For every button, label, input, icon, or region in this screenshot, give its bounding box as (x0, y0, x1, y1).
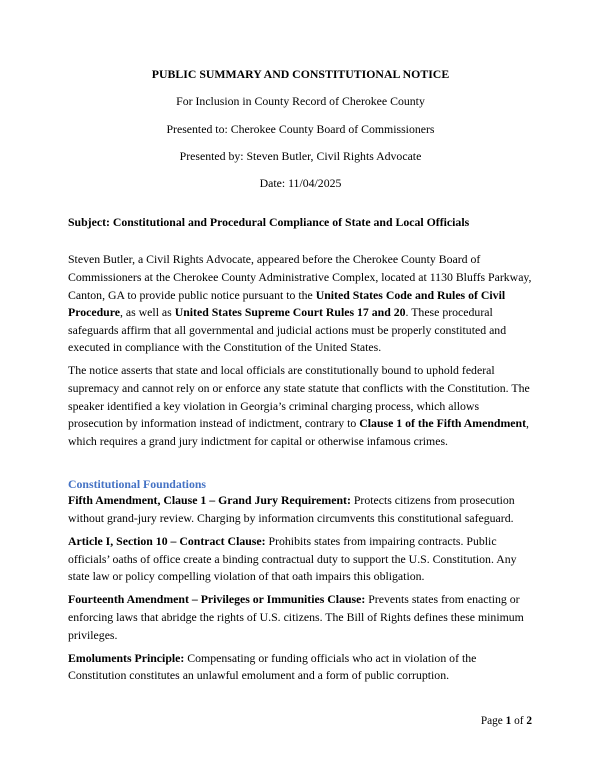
foundation-label: Fifth Amendment, Clause 1 – Grand Jury Requirement: (68, 493, 351, 508)
meta-line-presented-by: Presented by: Steven Butler, Civil Rights Advocate (179, 148, 422, 163)
notice-paragraph (68, 362, 533, 450)
intro-run-5: . These procedural safeguards affirm that all governmental and judicial actions must be properly constituted and executed in compliance with the Constitution of the United States. (68, 305, 507, 355)
intro-run-3: , as well as (119, 305, 175, 320)
foundation-paragraph-fifth-amendment (68, 492, 533, 527)
intro-run-4-bold: United States Supreme Court Rules 17 and 20 (174, 305, 406, 320)
notice-run-3: , which requires a grand jury indictment for capital or otherwise infamous crimes. (68, 416, 529, 448)
foundation-paragraph-privileges-immunities (68, 591, 533, 644)
intro-run-1: Steven Butler, a Civil Rights Advocate, appeared before the Cherokee County Board of Commissioners at the Cherokee County Administrative Complex, located at 1130 Bluffs Parkway, Canton, GA to provide public notice pursuant to the (68, 252, 532, 302)
page-number-footer (481, 714, 532, 728)
foundation-paragraph-emoluments (68, 650, 533, 685)
foundation-paragraph-contract-clause (68, 533, 533, 586)
meta-line-date: Date: 11/04/2025 (259, 176, 342, 191)
foundation-label: Fourteenth Amendment – Privileges or Immunities Clause: (68, 592, 366, 607)
footer-page-label: Page (480, 715, 506, 727)
notice-run-1: The notice asserts that state and local officials are constitutionally bound to uphold federal supremacy and cannot rely on or enforce any state statute that conflicts with the Constitution. The speaker identified a key violation in Georgia’s criminal charging process, which allows prosecution by information instead of indictment, contrary to (68, 363, 530, 431)
meta-line-presented-to: Presented to: Cherokee County Board of Commissioners (166, 121, 435, 136)
foundation-label: Article I, Section 10 – Contract Clause: (68, 534, 266, 549)
subject-line: Subject: Constitutional and Procedural Compliance of State and Local Officials (68, 214, 470, 229)
document-title: PUBLIC SUMMARY AND CONSTITUTIONAL NOTICE (151, 67, 450, 81)
section-heading-constitutional-foundations: Constitutional Foundations (68, 477, 206, 492)
intro-paragraph (68, 251, 533, 357)
intro-run-2-bold: United States Code and Rules of Civil Procedure (68, 287, 506, 320)
foundation-text: Compensating or funding officials who act in violation of the Constitution constitutes an unlawful emolument and a form of public corruption. (68, 650, 477, 683)
footer-of-label: of (511, 715, 527, 727)
foundation-text: Protects citizens from prosecution without grand-jury review. Charging by information circumvents this constitutional safeguard. (68, 493, 515, 525)
notice-run-2-bold: Clause 1 of the Fifth Amendment (359, 416, 527, 431)
meta-line-inclusion: For Inclusion in County Record of Cherokee County (176, 94, 425, 109)
foundation-text: Prevents states from enacting or enforcing laws that abridge the rights of U.S. citizens. The Bill of Rights defines these minimum privileges. (68, 592, 524, 642)
foundation-label: Emoluments Principle: (68, 650, 185, 665)
foundation-text: Prohibits states from impairing contracts. Public officials’ oaths of office create a binding contractual duty to support the U.S. Constitution. Any state law or policy compelling violation of that oath impairs this obligation. (68, 534, 517, 584)
footer-page-number: 1 (505, 715, 512, 727)
footer-total-pages: 2 (526, 715, 532, 727)
